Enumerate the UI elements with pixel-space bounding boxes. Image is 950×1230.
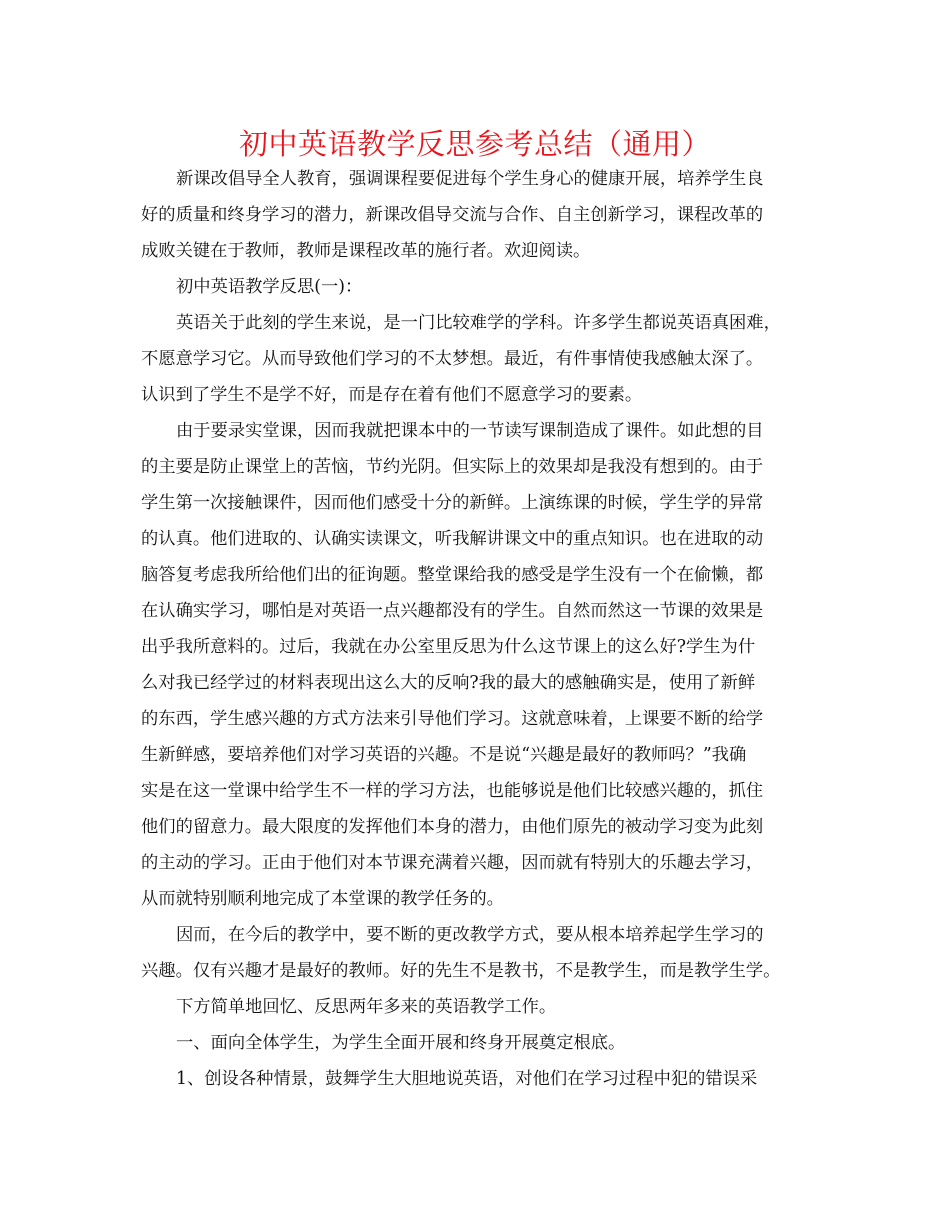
paragraph-line: 由于要录实堂课，因而我就把课本中的一节读写课制造成了课件。如此想的目 xyxy=(176,421,764,441)
section-heading: 初中英语教学反思(一)： xyxy=(176,277,363,297)
paragraph-line: 成败关键在于教师，教师是课程改革的施行者。欢迎阅读。 xyxy=(141,241,591,261)
paragraph-line: 脑答复考虑我所给他们出的征询题。整堂课给我的感受是学生没有一个在偷懒，都 xyxy=(141,565,764,585)
paragraph-line: 学生第一次接触课件，因而他们感受十分的新鲜。上演练课的时候，学生学的异常 xyxy=(141,493,764,513)
paragraph-line: 认识到了学生不是学不好，而是存在着有他们不愿意学习的要素。 xyxy=(141,385,643,405)
paragraph-line: 的主动的学习。正由于他们对本节课充满着兴趣，因而就有特别大的乐趣去学习， xyxy=(141,853,764,873)
paragraph-line: 因而，在今后的教学中，要不断的更改教学方式，要从根本培养起学生学习的 xyxy=(176,925,764,945)
paragraph-line: 他们的留意力。最大限度的发挥他们本身的潜力，由他们原先的被动学习变为此刻 xyxy=(141,817,764,837)
paragraph-line: 不愿意学习它。从而导致他们学习的不太梦想。最近，有件事情使我感触太深了。 xyxy=(141,349,764,369)
paragraph-line: 下方简单地回忆、反思两年多来的英语教学工作。 xyxy=(176,997,557,1017)
paragraph-line: 从而就特别顺利地完成了本堂课的教学任务的。 xyxy=(141,889,504,909)
paragraph-line: 英语关于此刻的学生来说，是一门比较难学的学科。许多学生都说英语真困难， xyxy=(176,313,781,333)
paragraph-line: 的东西，学生感兴趣的方式方法来引导他们学习。这就意味着，上课要不断的给学 xyxy=(141,709,764,729)
paragraph-line: 好的质量和终身学习的潜力，新课改倡导交流与合作、自主创新学习，课程改革的 xyxy=(141,205,764,225)
paragraph-line: 实是在这一堂课中给学生不一样的学习方法，也能够说是他们比较感兴趣的，抓住 xyxy=(141,781,764,801)
paragraph-line: 生新鲜感，要培养他们对学习英语的兴趣。不是说“兴趣是最好的教师吗？”我确 xyxy=(141,745,747,765)
section-heading: 一、面向全体学生，为学生全面开展和终身开展奠定根底。 xyxy=(176,1033,626,1053)
paragraph-line: 新课改倡导全人教育，强调课程要促进每个学生身心的健康开展，培养学生良 xyxy=(176,169,764,189)
paragraph-line: 在认确实学习，哪怕是对英语一点兴趣都没有的学生。自然而然这一节课的效果是 xyxy=(141,601,764,621)
paragraph-line: 的主要是防止课堂上的苦恼，节约光阴。但实际上的效果却是我没有想到的。由于 xyxy=(141,457,764,477)
document-title: 初中英语教学反思参考总结（通用） xyxy=(238,127,711,161)
paragraph-line: 出乎我所意料的。过后，我就在办公室里反思为什么这节课上的这么好?学生为什 xyxy=(141,637,756,657)
paragraph-line: 的认真。他们进取的、认确实读课文，听我解讲课文中的重点知识。也在进取的动 xyxy=(141,529,764,549)
paragraph-line: 兴趣。仅有兴趣才是最好的教师。好的先生不是教书，不是教学生，而是教学生学。 xyxy=(141,961,781,981)
paragraph-line: 么对我已经学过的材料表现出这么大的反响?我的最大的感触确实是，使用了新鲜 xyxy=(141,673,756,693)
paragraph-line: 1、创设各种情景，鼓舞学生大胆地说英语，对他们在学习过程中犯的错误采 xyxy=(176,1069,758,1089)
